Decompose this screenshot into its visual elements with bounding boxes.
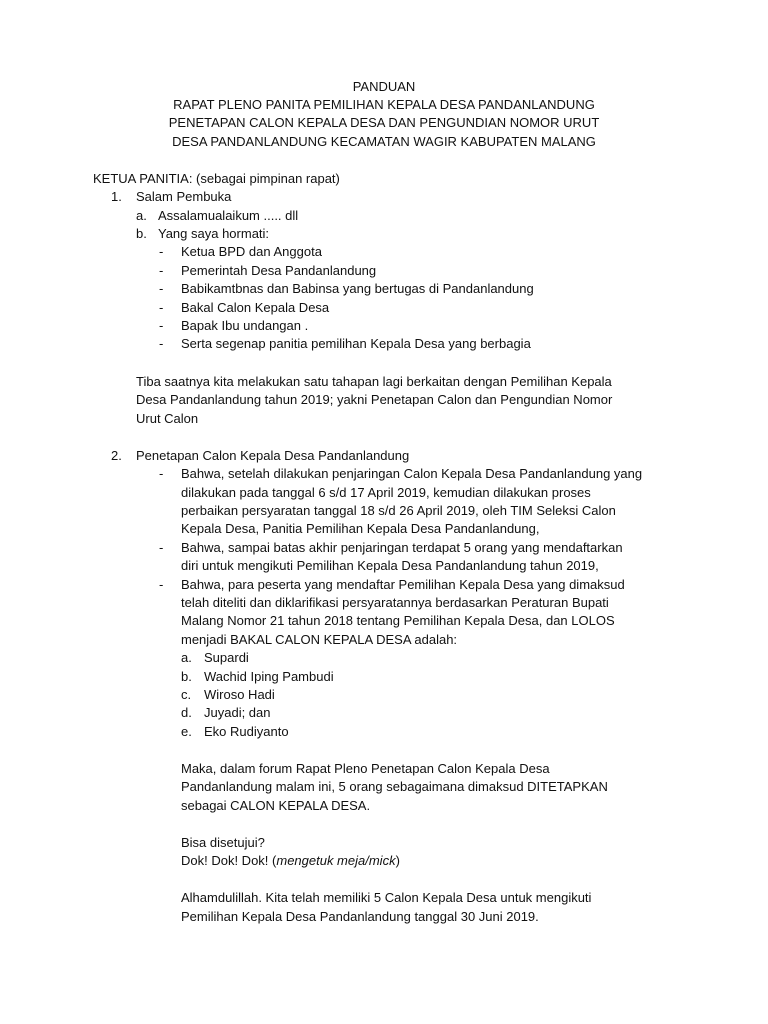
- salam-text: Assalamualaikum ..... dll: [158, 208, 299, 223]
- hormat-item: Ketua BPD dan Anggota: [181, 244, 322, 259]
- paragraph-line: Pemilihan Kepala Desa Pandanlandung tanggal 30 Juni 2019.: [181, 909, 539, 924]
- candidate-marker: a.: [181, 650, 192, 665]
- hormat-item: Bakal Calon Kepala Desa: [181, 300, 330, 315]
- dash-marker: -: [159, 540, 164, 555]
- section-label: Salam Pembuka: [136, 189, 232, 204]
- candidate-name: Eko Rudiyanto: [204, 724, 289, 739]
- question-line: Bisa disetujui?: [181, 835, 265, 850]
- dash-marker: -: [159, 244, 164, 259]
- paragraph-line: Alhamdulillah. Kita telah memiliki 5 Calon Kepala Desa untuk mengikuti: [181, 890, 592, 905]
- hormat-item: Pemerintah Desa Pandanlandung: [181, 263, 377, 278]
- hormat-item: Serta segenap panitia pemilihan Kepala Desa yang berbagia: [181, 336, 531, 351]
- paragraph-line: Malang Nomor 21 tahun 2018 tentang Pemilihan Kepala Desa, dan LOLOS: [181, 613, 615, 628]
- dash-marker: -: [159, 300, 164, 315]
- candidate-name: Wachid Iping Pambudi: [204, 669, 334, 684]
- candidate-name: Wiroso Hadi: [204, 687, 275, 702]
- paragraph-line: Maka, dalam forum Rapat Pleno Penetapan Calon Kepala Desa: [181, 761, 550, 776]
- paragraph-line: Bahwa, sampai batas akhir penjaringan terdapat 5 orang yang mendaftarkan: [181, 540, 623, 555]
- section-number: 1.: [111, 189, 122, 204]
- paragraph-line: Pandanlandung malam ini, 5 orang sebagaimana dimaksud DITETAPKAN: [181, 779, 608, 794]
- item-marker: b.: [136, 226, 147, 241]
- dok-text: Dok! Dok! Dok! (: [181, 853, 277, 868]
- paragraph-line: menjadi BAKAL CALON KEPALA DESA adalah:: [181, 632, 458, 647]
- doc-title-line: DESA PANDANLANDUNG KECAMATAN WAGIR KABUPATEN MALANG: [172, 134, 596, 149]
- paragraph-line: perbaikan persyaratan tanggal 18 s/d 26 April 2019, oleh TIM Seleksi Calon: [181, 503, 616, 518]
- section-number: 2.: [111, 448, 122, 463]
- candidate-marker: c.: [181, 687, 192, 702]
- hormat-item: Bapak Ibu undangan .: [181, 318, 309, 333]
- paragraph-line: sebagai CALON KEPALA DESA.: [181, 798, 371, 813]
- paragraph-line: Urut Calon: [136, 411, 199, 426]
- candidate-name: Supardi: [204, 650, 249, 665]
- paragraph-line: Kepala Desa, Panitia Pemilihan Kepala Desa Pandanlandung,: [181, 521, 540, 536]
- paragraph-line: diri untuk mengikuti Pemilihan Kepala Desa Pandanlandung tahun 2019,: [181, 558, 599, 573]
- paragraph-line: Tiba saatnya kita melakukan satu tahapan lagi berkaitan dengan Pemilihan Kepala: [136, 374, 612, 389]
- item-marker: a.: [136, 208, 147, 223]
- candidate-marker: e.: [181, 724, 192, 739]
- dash-marker: -: [159, 281, 164, 296]
- paragraph-line: Bahwa, setelah dilakukan penjaringan Calon Kepala Desa Pandanlandung yang: [181, 466, 643, 481]
- paragraph-line: Desa Pandanlandung tahun 2019; yakni Penetapan Calon dan Pengundian Nomor: [136, 392, 613, 407]
- hormat-item: Babikamtbnas dan Babinsa yang bertugas di Pandanlandung: [181, 281, 534, 296]
- dash-marker: -: [159, 336, 164, 351]
- doc-title-line: RAPAT PLENO PANITA PEMILIHAN KEPALA DESA PANDANLANDUNG: [173, 97, 595, 112]
- ketua-heading: KETUA PANITIA: (sebagai pimpinan rapat): [93, 171, 340, 186]
- candidate-name: Juyadi; dan: [204, 705, 271, 720]
- candidate-marker: b.: [181, 669, 192, 684]
- dash-marker: -: [159, 466, 164, 481]
- paragraph-line: Bahwa, para peserta yang mendaftar Pemilihan Kepala Desa yang dimaksud: [181, 577, 625, 592]
- paragraph-line: dilakukan pada tanggal 6 s/d 17 April 2019, kemudian dilakukan proses: [181, 485, 591, 500]
- candidate-marker: d.: [181, 705, 192, 720]
- dok-italic: mengetuk meja/mick: [276, 853, 396, 868]
- paragraph-line: telah diteliti dan diklarifikasi persyaratannya berdasarkan Peraturan Bupati: [181, 595, 609, 610]
- section-label: Penetapan Calon Kepala Desa Pandanlandung: [136, 448, 410, 463]
- doc-title-line: PENETAPAN CALON KEPALA DESA DAN PENGUNDIAN NOMOR URUT: [168, 115, 600, 130]
- hormat-label: Yang saya hormati:: [158, 226, 270, 241]
- dok-line: [181, 852, 400, 870]
- dash-marker: -: [159, 263, 164, 278]
- doc-title-line: PANDUAN: [352, 79, 416, 94]
- dash-marker: -: [159, 318, 164, 333]
- dash-marker: -: [159, 577, 164, 592]
- dok-close: ): [395, 853, 400, 868]
